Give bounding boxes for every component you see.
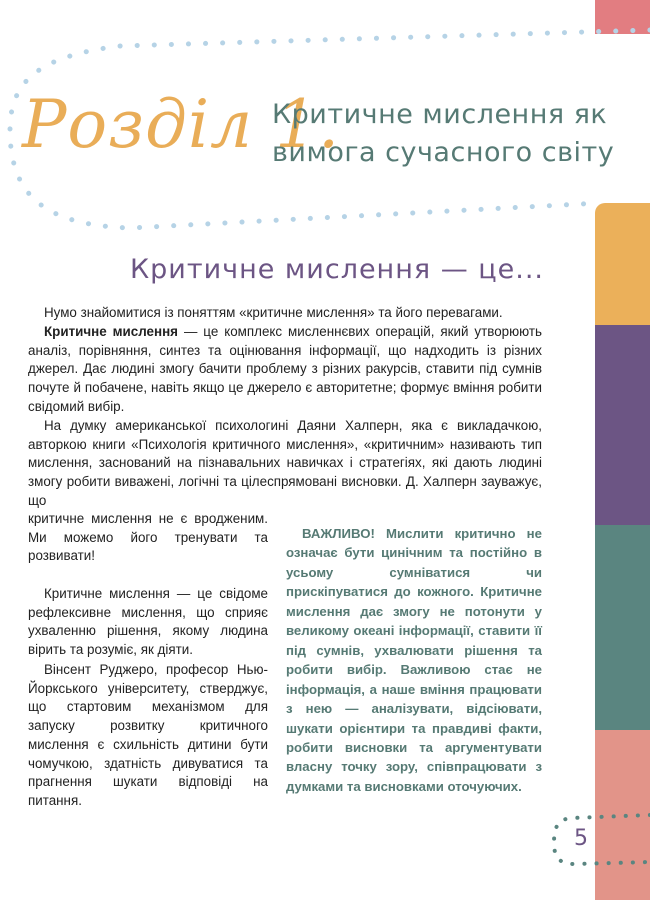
chapter-title-line-1: Критичне мислення як [272, 99, 608, 130]
chapter-number-heading: Розділ 1. [22, 86, 341, 163]
halpern-continuation-paragraph: критичне мислення не є вродженим. Ми можемо його тренувати та розвивати! [28, 511, 268, 564]
ruggiero-paragraph: Вінсент Руджеро, професор Нью-Йоркського університету, стверджує, що стартовим механізмом для запуску розвитку критичного мислення є схильність дитини бути чомучкою, здатність дивуватися та прагнення шукати відповіді на питання. [28, 662, 268, 808]
page-number-dotted-frame [554, 815, 650, 864]
definition-paragraph [28, 323, 542, 417]
section-title: Критичне мислення — це... [130, 254, 545, 285]
page-number: 5 [574, 826, 588, 851]
important-callout: ВАЖЛИВО! Мислити критично не означає бути цинічним та постійно в усьому сумніватися чи прискіпуватися до кожного. Критичне мислення дає змогу не потонути у великому океані інформації, ставити її під сумнів, ухвалювати рішення та робити вибір. Важливою стає не інформація, а наше вміння працювати з нею — аналізувати, відсіювати, шукати орієнтири та правдиві факти, робити висновки та аргументувати власну точку зору, співпрацювати з думками та висновками оточуючих. [286, 526, 542, 794]
reflexive-thinking-paragraph: Критичне мислення — це свідоме рефлексивне мислення, що сприяє ухваленню рішення, якому людина вірить та розуміє, як діяти. [28, 586, 268, 658]
intro-paragraph: Нумо знайомитися із поняттям «критичне мислення» та його перевагами. [44, 305, 503, 320]
definition-term: Критичне мислення [44, 324, 178, 339]
halpern-paragraph: На думку американської психологині Даяни Халперн, яка є викладачкою, авторкою книги «Психологія критичного мислення», «критичним» називають тип мислення, заснований на пізнавальних навичках і стратегіях, які дають людині змогу робити виважені, логічні та цілеспрямовані висновки. Д. Халперн зауважує, що [28, 418, 542, 508]
definition-text: — це комплекс мисленнєвих операцій, який утворюють аналіз, порівняння, синтез та оцінювання інформації, що надходить із різних джерел. Дає людині змогу бачити проблему з різних ракурсів, ставити під сумнів почуте й побачене, навіть якщо це джерело є авторитетне; формує вміння робити свідомий вибір. [28, 324, 542, 414]
chapter-title [272, 96, 615, 172]
chapter-title-line-2: вимога сучасного світу [272, 137, 615, 168]
